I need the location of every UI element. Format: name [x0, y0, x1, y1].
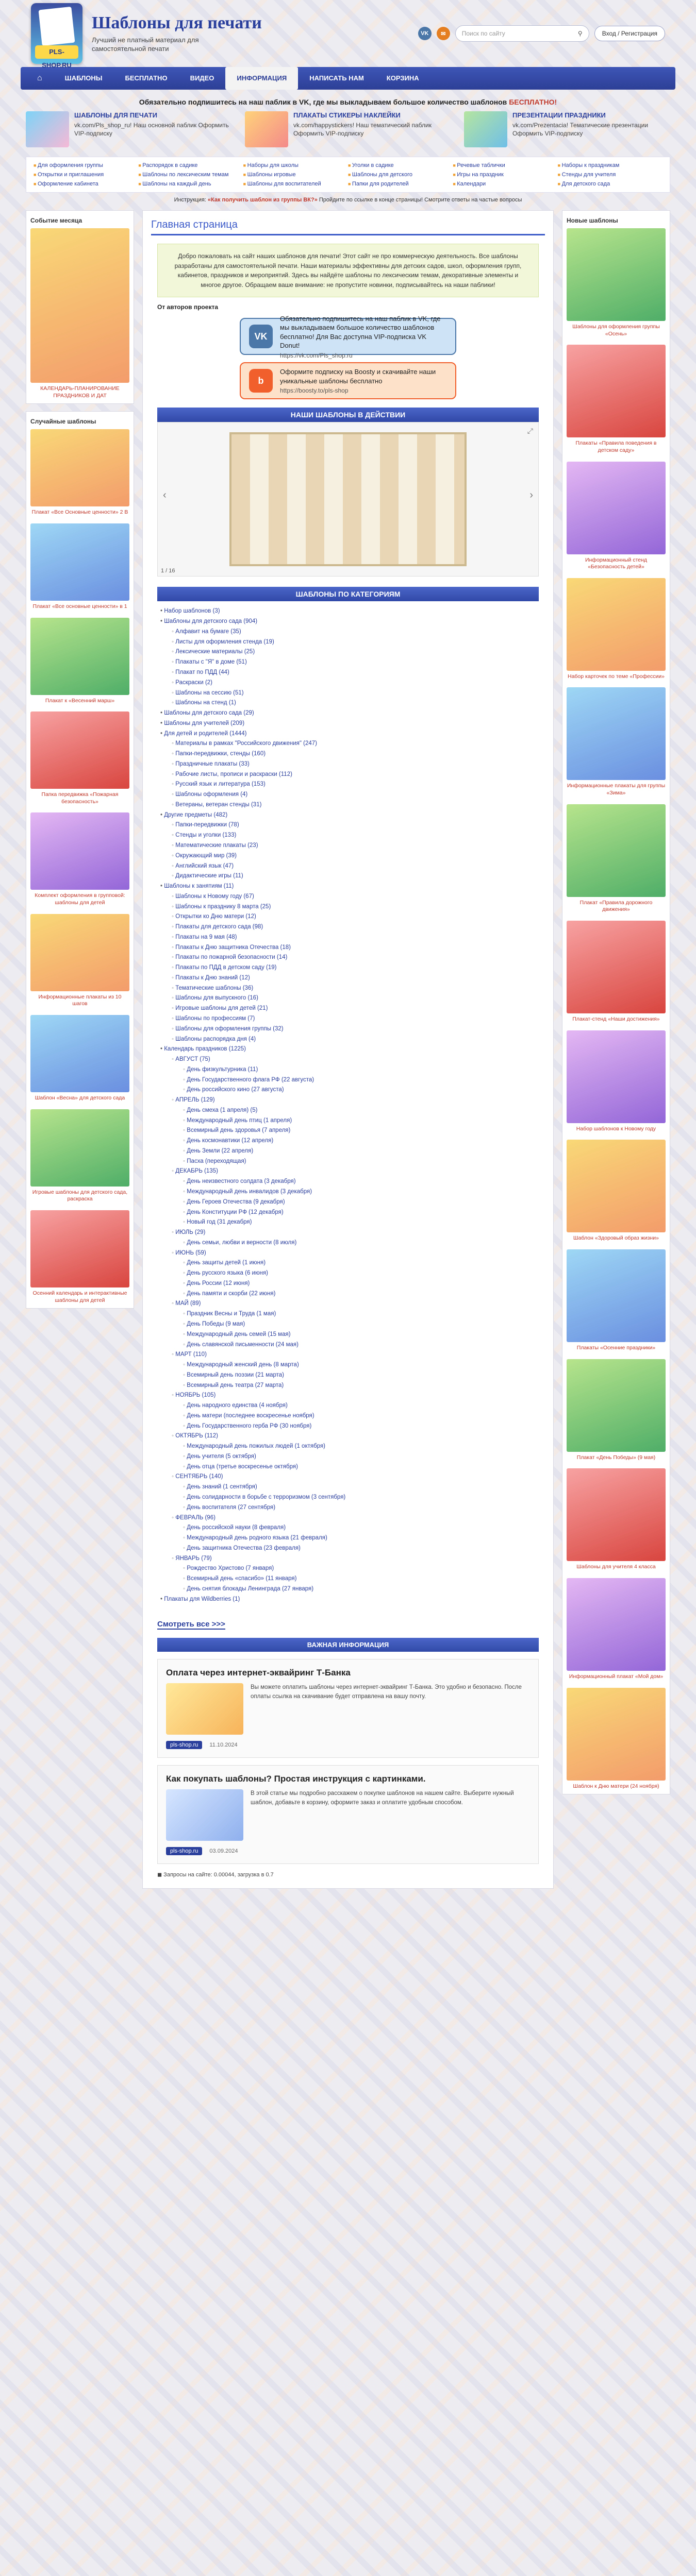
- category-link[interactable]: • Календарь праздников (1225): [160, 1044, 536, 1055]
- new-template-caption[interactable]: Информационные плакаты для группы «Зима»: [567, 783, 666, 796]
- page-title: Главная страница: [151, 219, 545, 235]
- category-link[interactable]: ◦ Плакаты по пожарной безопасности (14): [160, 953, 536, 963]
- promo-image: [464, 111, 507, 147]
- category-link[interactable]: ◦ День России (12 июня): [160, 1279, 536, 1289]
- category-link[interactable]: ◦ Шаблоны на стенд (1): [160, 698, 536, 708]
- category-link[interactable]: ◦ ФЕВРАЛЬ (96): [160, 1513, 536, 1523]
- category-link[interactable]: ◦ День солидарности в борьбе с терроризмом (3 сентября): [160, 1493, 536, 1503]
- post-author[interactable]: pls-shop.ru: [166, 1741, 202, 1749]
- slider-photo[interactable]: [229, 432, 467, 566]
- expand-icon[interactable]: ⤢: [527, 427, 533, 435]
- random-template-caption[interactable]: Информационные плакаты из 10 шагов: [38, 993, 122, 1007]
- random-template-caption[interactable]: Плакат «Все основные ценности» в 1: [32, 603, 127, 609]
- category-link[interactable]: ◦ День народного единства (4 ноября): [160, 1401, 536, 1411]
- new-template-caption[interactable]: Плакаты «Правила поведения в детском саду»: [575, 440, 657, 453]
- category-link[interactable]: ◦ Открытки ко Дню матери (12): [160, 912, 536, 922]
- new-template-caption[interactable]: Информационный стенд «Безопасность детей»: [585, 556, 648, 570]
- top-category-link[interactable]: ■ Речевые таблички: [453, 162, 557, 168]
- new-template-caption[interactable]: Шаблоны для оформления группы «Осень»: [572, 324, 660, 337]
- random-title: Случайные шаблоны: [30, 418, 96, 426]
- post-meta: [166, 1741, 530, 1749]
- search-input[interactable]: [455, 25, 589, 42]
- category-link[interactable]: ◦ Праздничные плакаты (33): [160, 759, 536, 770]
- post-image[interactable]: [166, 1789, 243, 1841]
- category-link[interactable]: ◦ Тематические шаблоны (36): [160, 984, 536, 994]
- category-link[interactable]: ◦ День космонавтики (12 апреля): [160, 1136, 536, 1146]
- category-link[interactable]: ◦ Шаблоны распорядка дня (4): [160, 1035, 536, 1045]
- category-link[interactable]: ◦ Международный день инвалидов (3 декабря): [160, 1187, 536, 1197]
- new-template-thumb[interactable]: [567, 1140, 666, 1232]
- category-link[interactable]: ◦ Всемирный день театра (27 марта): [160, 1381, 536, 1391]
- category-link[interactable]: ◦ День снятия блокады Ленинграда (27 января): [160, 1584, 536, 1595]
- new-template-caption[interactable]: Плакат «Правила дорожного движения»: [579, 899, 653, 913]
- promo-headline: [21, 90, 675, 111]
- new-template-thumb[interactable]: [567, 578, 666, 671]
- nav-templates[interactable]: ШАБЛОНЫ: [64, 74, 103, 82]
- top-category-link[interactable]: ■ Открытки и приглашения: [34, 172, 138, 178]
- category-link[interactable]: ◦ Материалы в рамках "Российского движения" (247): [160, 739, 536, 749]
- random-template-caption[interactable]: Осенний календарь и интерактивные шаблоны для детей: [32, 1290, 127, 1303]
- new-template-caption[interactable]: Плакаты «Осенние праздники»: [576, 1344, 656, 1351]
- mail-icon[interactable]: ✉: [437, 27, 450, 40]
- category-link[interactable]: ◦ Плакат по ПДД (44): [160, 668, 536, 678]
- new-templates-title: Новые шаблоны: [567, 217, 618, 224]
- category-link[interactable]: ◦ ЯНВАРЬ (79): [160, 1554, 536, 1564]
- post-title[interactable]: Оплата через интернет-эквайринг Т-Банка: [166, 1668, 351, 1678]
- category-link[interactable]: ◦ АПРЕЛЬ (129): [160, 1095, 536, 1106]
- promo-item[interactable]: [26, 111, 232, 147]
- info-post: [157, 1659, 539, 1758]
- random-template-thumb[interactable]: [30, 1015, 129, 1092]
- category-link[interactable]: ◦ Математические плакаты (23): [160, 841, 536, 851]
- new-template-thumb[interactable]: [567, 687, 666, 780]
- category-link[interactable]: ◦ День отца (третье воскресенье октября): [160, 1462, 536, 1472]
- category-link[interactable]: ◦ Шаблоны на сессию (51): [160, 688, 536, 699]
- vk-banner-text: Обязательно подпишитесь на наш паблик в VK, где мы выкладываем большое количество шаблонов бесплатно! Для Вас доступна VIP-подписка VK Donut!: [280, 314, 441, 350]
- promo-desc: vk.com/Pls_shop_ru! Наш основной паблик Оформить VIP-подписку: [74, 122, 229, 138]
- random-template-caption[interactable]: Плакат «Все Основные ценности» 2 В: [31, 509, 128, 516]
- new-template-caption[interactable]: Шаблон «Здоровый образ жизни»: [573, 1235, 659, 1242]
- post-title[interactable]: Как покупать шаблоны? Простая инструкция с картинками.: [166, 1774, 426, 1784]
- random-list: [30, 429, 129, 1304]
- post-meta: [166, 1847, 530, 1855]
- category-link[interactable]: ◦ Ветераны, ветеран стенды (31): [160, 800, 536, 810]
- new-template-caption[interactable]: Набор шаблонов к Новому году: [576, 1125, 656, 1132]
- nav-video[interactable]: ВИДЕО: [190, 74, 214, 82]
- top-category-link[interactable]: ■ Оформление кабинета: [34, 181, 138, 187]
- category-link[interactable]: ◦ День памяти и скорби (22 июня): [160, 1289, 536, 1299]
- category-link[interactable]: ◦ День защитника Отечества (23 февраля): [160, 1544, 536, 1554]
- main-nav: [21, 67, 675, 90]
- promo-title[interactable]: ШАБЛОНЫ ДЛЯ ПЕЧАТИ: [74, 111, 157, 119]
- top-category-link[interactable]: ■ Наборы к праздникам: [558, 162, 662, 168]
- new-template-thumb[interactable]: [567, 228, 666, 321]
- post-text: В этой статье мы подробно расскажем о покупке шаблонов на нашем сайте. Выберите нужный шаблон, добавьте в корзину, оформите заказ и оплатите удобным способом.: [251, 1790, 514, 1806]
- promo-headline-accent: БЕСПЛАТНО!: [509, 98, 557, 106]
- logo-badge: PLS-SHOP.RU: [35, 45, 78, 59]
- category-link[interactable]: ◦ День Героев Отечества (9 декабря): [160, 1197, 536, 1208]
- category-link[interactable]: ◦ День русского языка (6 июня): [160, 1268, 536, 1279]
- boosty-banner-url[interactable]: https://boosty.to/pls-shop: [280, 387, 349, 395]
- post-text: Вы можете оплатить шаблоны через интернет-эквайринг Т-Банка. Это удобно и безопасно. После оплаты ссылка на скачивание будет отправлена на вашу почту.: [251, 1684, 522, 1700]
- nav-free[interactable]: БЕСПЛАТНО: [125, 74, 168, 82]
- main-content: [142, 210, 554, 1889]
- category-link[interactable]: ◦ Плакаты к Дню защитника Отечества (18): [160, 943, 536, 953]
- author-label: От авторов проекта: [157, 303, 218, 311]
- top-category-link[interactable]: ■ Стенды для учителя: [558, 172, 662, 178]
- category-link[interactable]: ◦ День Государственного герба РФ (30 ноября): [160, 1421, 536, 1432]
- category-link[interactable]: ◦ Международный день родного языка (21 февраля): [160, 1533, 536, 1544]
- promo-image: [245, 111, 288, 147]
- random-template-thumb[interactable]: [30, 1210, 129, 1287]
- boosty-logo-icon: b: [249, 369, 273, 393]
- random-template-thumb[interactable]: [30, 1109, 129, 1187]
- top-category-link[interactable]: ■ Шаблоны по лексическим темам: [138, 172, 243, 178]
- category-link[interactable]: ◦ Окружающий мир (39): [160, 851, 536, 861]
- category-link[interactable]: ◦ День семьи, любви и верности (8 июля): [160, 1238, 536, 1248]
- nav-contact[interactable]: НАПИСАТЬ НАМ: [309, 74, 364, 82]
- new-template-thumb[interactable]: [567, 345, 666, 437]
- top-category-link[interactable]: ■ Уголки в садике: [348, 162, 453, 168]
- new-template-thumb[interactable]: [567, 1688, 666, 1781]
- login-button[interactable]: Вход / Регистрация: [594, 26, 665, 41]
- category-link[interactable]: • Набор шаблонов (3): [160, 606, 536, 617]
- category-link[interactable]: ◦ Шаблоны для оформления группы (32): [160, 1024, 536, 1035]
- promo-row: [21, 111, 675, 147]
- boosty-banner[interactable]: [240, 362, 456, 399]
- category-link[interactable]: ◦ День смеха (1 апреля) (5): [160, 1106, 536, 1116]
- categories-title: ШАБЛОНЫ ПО КАТЕГОРИЯМ: [157, 587, 539, 601]
- category-link[interactable]: ◦ МАЙ (89): [160, 1299, 536, 1309]
- promo-image: [26, 111, 69, 147]
- post-image[interactable]: [166, 1683, 243, 1735]
- category-link[interactable]: ◦ Новый год (31 декабря): [160, 1217, 536, 1228]
- slider-prev-icon[interactable]: ‹: [163, 489, 167, 501]
- category-link[interactable]: • Шаблоны к занятиям (11): [160, 882, 536, 892]
- random-template-thumb[interactable]: [30, 523, 129, 601]
- category-link[interactable]: ◦ ДЕКАБРЬ (135): [160, 1166, 536, 1177]
- site-header: [21, 0, 675, 67]
- search-placeholder: Поиск по сайту: [461, 30, 505, 37]
- category-link[interactable]: ◦ Международный день семей (15 мая): [160, 1330, 536, 1340]
- new-template-caption[interactable]: Шаблон к Дню матери (24 ноября): [573, 1783, 659, 1789]
- instruction-notice: [21, 193, 675, 207]
- top-category-link[interactable]: ■ Для оформления группы: [34, 162, 138, 168]
- category-link[interactable]: ◦ Всемирный день «спасибо» (11 января): [160, 1574, 536, 1584]
- top-category-link[interactable]: ■ Календари: [453, 181, 557, 187]
- top-category-link[interactable]: ■ Папки для родителей: [348, 181, 453, 187]
- new-template-thumb[interactable]: [567, 804, 666, 897]
- category-link[interactable]: • Шаблоны для учителей (209): [160, 719, 536, 729]
- content-columns: [21, 210, 675, 1889]
- random-template-caption[interactable]: Папка передвижка «Пожарная безопасность»: [41, 791, 119, 805]
- top-category-link[interactable]: ■ Для детского сада: [558, 181, 662, 187]
- categories-block: [157, 587, 539, 1609]
- category-link[interactable]: ◦ День матери (последнее воскресенье ноября): [160, 1411, 536, 1421]
- intro-box: Добро пожаловать на сайт наших шаблонов для печати! Этот сайт не про коммерческую деятельность. Все шаблоны разработаны для самостоятельной печати. Наши материалы эффективны для детских садов, школ, оформления групп, кабинетов, праздников и мероприятий. Здесь вы найдёте шаблоны по лексическим темам, декоративные элементы и многое другое. Обращаем ваше внимание: не пропустите новинки, подписывайтесь на наши паблики!: [157, 244, 539, 297]
- event-title: Событие месяца: [30, 217, 82, 224]
- category-link[interactable]: ◦ День знаний (1 сентября): [160, 1482, 536, 1493]
- new-template-thumb[interactable]: [567, 1578, 666, 1671]
- category-link[interactable]: ◦ Плакаты по ПДД в детском саду (19): [160, 963, 536, 973]
- vk-logo-icon: VK: [249, 325, 273, 348]
- slider-next-icon[interactable]: ›: [529, 489, 533, 501]
- category-link[interactable]: ◦ Шаблоны к Новому году (67): [160, 892, 536, 902]
- post-date: 03.09.2024: [209, 1848, 238, 1855]
- random-template-thumb[interactable]: [30, 812, 129, 890]
- category-link[interactable]: ◦ Игровые шаблоны для детей (21): [160, 1004, 536, 1014]
- promo-headline-text: Обязательно подпишитесь на наш паблик в VK, где мы выкладываем большое количество шаблонов: [139, 98, 509, 106]
- nav-info[interactable]: ИНФОРМАЦИЯ: [225, 67, 298, 90]
- action-title: НАШИ ШАБЛОНЫ В ДЕЙСТВИИ: [157, 408, 539, 422]
- category-link[interactable]: ◦ Листы для оформления стенда (19): [160, 637, 536, 648]
- category-link[interactable]: ◦ День Победы (9 мая): [160, 1319, 536, 1330]
- new-template-caption[interactable]: Плакат «День Победы» (9 мая): [576, 1454, 656, 1461]
- category-link[interactable]: ◦ Рождество Христово (7 января): [160, 1564, 536, 1574]
- category-link[interactable]: ◦ Международный день пожилых людей (1 октября): [160, 1442, 536, 1452]
- notice-link[interactable]: «Как получить шаблон из группы ВК?»: [207, 197, 318, 203]
- category-link[interactable]: ◦ День неизвестного солдата (3 декабря): [160, 1177, 536, 1187]
- category-link[interactable]: ◦ ИЮЛЬ (29): [160, 1228, 536, 1238]
- random-template-caption[interactable]: Шаблон «Весна» для детского сада: [35, 1095, 125, 1101]
- category-link[interactable]: ◦ СЕНТЯБРЬ (140): [160, 1472, 536, 1482]
- promo-item[interactable]: [464, 111, 670, 147]
- top-category-link[interactable]: ■ Наборы для школы: [243, 162, 348, 168]
- category-link[interactable]: ◦ Алфавит на бумаге (35): [160, 627, 536, 637]
- new-template-caption[interactable]: Шаблоны для учителя 4 класса: [576, 1564, 656, 1570]
- category-tree: [157, 601, 539, 1609]
- category-link[interactable]: ◦ Стенды и уголки (133): [160, 831, 536, 841]
- category-link[interactable]: ◦ Раскраски (2): [160, 678, 536, 688]
- new-template-caption[interactable]: Плакат-стенд «Наши достижения»: [572, 1016, 660, 1023]
- top-category-link[interactable]: ■ Шаблоны на каждый день: [138, 181, 243, 187]
- promo-desc: vk.com/Prezentacia! Тематические презентации Оформить VIP-подписку: [512, 122, 649, 138]
- category-link[interactable]: ◦ Шаблоны к празднику 8 марта (25): [160, 902, 536, 912]
- nav-cart[interactable]: КОРЗИНА: [386, 74, 419, 82]
- category-link[interactable]: • Другие предметы (482): [160, 810, 536, 821]
- top-category-link[interactable]: ■ Распорядок в садике: [138, 162, 243, 168]
- category-link[interactable]: • Для детей и родителей (1444): [160, 729, 536, 739]
- category-link[interactable]: ◦ Рабочие листы, прописи и раскраски (112): [160, 770, 536, 780]
- new-template-thumb[interactable]: [567, 1249, 666, 1342]
- top-category-link[interactable]: ■ Шаблоны игровые: [243, 172, 348, 178]
- photo-slider[interactable]: [157, 422, 539, 577]
- category-link[interactable]: ◦ Пасха (переходящая): [160, 1157, 536, 1167]
- category-link[interactable]: • Плакаты для Wildberries (1): [160, 1595, 536, 1605]
- site-subtitle: Лучший не платный материал для самостоятельной печати: [92, 36, 199, 53]
- footer-stats: ◼ Запросы на сайте: 0.00044, загрузка в 0.7: [157, 1872, 274, 1878]
- category-link[interactable]: ◦ День физкультурника (11): [160, 1065, 536, 1075]
- random-template-thumb[interactable]: [30, 618, 129, 695]
- post-author[interactable]: pls-shop.ru: [166, 1847, 202, 1855]
- site-title[interactable]: Шаблоны для печати: [92, 13, 262, 33]
- category-link[interactable]: ◦ Дидактические игры (11): [160, 871, 536, 882]
- category-link[interactable]: ◦ Праздник Весны и Труда (1 мая): [160, 1309, 536, 1319]
- post-date: 11.10.2024: [209, 1742, 238, 1749]
- category-link[interactable]: ◦ Плакаты для детского сада (98): [160, 922, 536, 933]
- category-link[interactable]: ◦ Плакаты с "Я" в доме (51): [160, 657, 536, 668]
- category-link[interactable]: ◦ Шаблоны по профессиям (7): [160, 1014, 536, 1024]
- category-link[interactable]: ◦ День защиты детей (1 июня): [160, 1258, 536, 1268]
- category-link[interactable]: ◦ Английский язык (47): [160, 861, 536, 872]
- category-link[interactable]: ◦ Всемирный день поэзии (21 марта): [160, 1370, 536, 1381]
- category-link[interactable]: ◦ Плакаты к Дню знаний (12): [160, 973, 536, 984]
- top-category-link[interactable]: ■ Шаблоны для детского: [348, 172, 453, 178]
- promo-item[interactable]: [245, 111, 451, 147]
- category-link[interactable]: ◦ День Конституции РФ (12 декабря): [160, 1208, 536, 1218]
- category-link[interactable]: ◦ Лексические материалы (25): [160, 647, 536, 657]
- category-link[interactable]: ◦ ОКТЯБРЬ (112): [160, 1431, 536, 1442]
- new-templates: [562, 210, 670, 1794]
- category-link[interactable]: ◦ Папки-передвижки (78): [160, 820, 536, 831]
- see-all-link[interactable]: Смотреть все >>>: [157, 1620, 225, 1629]
- category-link[interactable]: ◦ НОЯБРЬ (105): [160, 1391, 536, 1401]
- random-template-thumb[interactable]: [30, 711, 129, 789]
- top-categories: [26, 157, 670, 193]
- important-title: ВАЖНАЯ ИНФОРМАЦИЯ: [157, 1638, 539, 1652]
- site-logo[interactable]: [31, 3, 82, 69]
- category-link[interactable]: ◦ День воспитателя (27 сентября): [160, 1503, 536, 1513]
- category-link[interactable]: ◦ День славянской письменности (24 мая): [160, 1340, 536, 1350]
- category-link[interactable]: ◦ День Государственного флага РФ (22 августа): [160, 1075, 536, 1086]
- category-link[interactable]: ◦ День российской науки (8 февраля): [160, 1523, 536, 1533]
- top-category-link[interactable]: ■ Шаблоны для воспитателей: [243, 181, 348, 187]
- new-template-thumb[interactable]: [567, 1359, 666, 1452]
- promo-title[interactable]: ПРЕЗЕНТАЦИИ ПРАЗДНИКИ: [512, 111, 606, 119]
- new-template-caption[interactable]: Информационный плакат «Мой дом»: [569, 1673, 664, 1680]
- event-caption[interactable]: КАЛЕНДАРЬ-ПЛАНИРОВАНИЕ ПРАЗДНИКОВ И ДАТ: [40, 385, 120, 399]
- new-template-thumb[interactable]: [567, 1030, 666, 1123]
- top-category-link[interactable]: ■ Игры на праздник: [453, 172, 557, 178]
- left-sidebar: [26, 210, 134, 1889]
- category-link[interactable]: ◦ День российского кино (27 августа): [160, 1085, 536, 1095]
- event-banner[interactable]: [30, 228, 129, 383]
- category-link[interactable]: ◦ Плакаты на 9 мая (48): [160, 933, 536, 943]
- notice-label: Инструкция:: [174, 197, 208, 203]
- random-template-thumb[interactable]: [30, 914, 129, 991]
- category-link[interactable]: ◦ АВГУСТ (75): [160, 1055, 536, 1065]
- nav-home[interactable]: ⌂: [37, 74, 42, 82]
- category-link[interactable]: ◦ Международный день птиц (1 апреля): [160, 1116, 536, 1126]
- category-link[interactable]: ◦ День учителя (5 октября): [160, 1452, 536, 1462]
- category-link[interactable]: ◦ День Земли (22 апреля): [160, 1146, 536, 1157]
- random-template-caption[interactable]: Плакат к «Весенний марш»: [45, 697, 115, 704]
- brand: [92, 13, 262, 54]
- category-link[interactable]: ◦ Шаблоны для выпускного (16): [160, 993, 536, 1004]
- vk-banner-url[interactable]: https://vk.com/Pls_shop.ru: [280, 351, 353, 359]
- new-template-thumb[interactable]: [567, 921, 666, 1013]
- notice-text: Пройдите по ссылке в конце страницы! Смотрите ответы на частые вопросы: [317, 197, 522, 203]
- category-link[interactable]: ◦ Всемирный день здоровья (7 апреля): [160, 1126, 536, 1136]
- random-template-caption[interactable]: Игровые шаблоны для детского сада, раскраска: [32, 1189, 128, 1202]
- random-template-thumb[interactable]: [30, 429, 129, 506]
- category-link[interactable]: ◦ МАРТ (110): [160, 1350, 536, 1360]
- category-link[interactable]: • Шаблоны для детского сада (29): [160, 708, 536, 719]
- vk-banner[interactable]: [240, 314, 456, 359]
- event-of-month: [26, 210, 134, 404]
- new-templates-list: [567, 228, 666, 1790]
- category-link[interactable]: ◦ Шаблоны оформления (4): [160, 790, 536, 800]
- new-template-caption[interactable]: Набор карточек по теме «Профессии»: [568, 673, 665, 680]
- category-link[interactable]: ◦ Папки-передвижки, стенды (160): [160, 749, 536, 759]
- category-link[interactable]: ◦ ИЮНЬ (59): [160, 1248, 536, 1259]
- info-post: [157, 1765, 539, 1864]
- category-link[interactable]: ◦ Русский язык и литература (153): [160, 779, 536, 790]
- header-tools: [418, 25, 665, 42]
- category-link[interactable]: • Шаблоны для детского сада (904): [160, 617, 536, 627]
- category-link[interactable]: ◦ Международный женский день (8 марта): [160, 1360, 536, 1370]
- right-sidebar: [562, 210, 670, 1889]
- new-template-thumb[interactable]: [567, 462, 666, 554]
- random-template-caption[interactable]: Комплект оформления в групповой: шаблоны для детей: [35, 892, 125, 906]
- new-template-thumb[interactable]: [567, 1468, 666, 1561]
- random-templates: [26, 411, 134, 1309]
- boosty-banner-text: Оформите подписку на Boosty и скачивайте наши уникальные шаблоны бесплатно: [280, 368, 436, 385]
- slider-counter: 1 / 16: [161, 568, 175, 574]
- vk-icon[interactable]: VK: [418, 27, 432, 40]
- promo-title[interactable]: ПЛАКАТЫ СТИКЕРЫ НАКЛЕЙКИ: [293, 111, 401, 119]
- search-icon[interactable]: ⚲: [577, 30, 583, 37]
- promo-desc: vk.com/happystickers! Наш тематический паблик Оформить VIP-подписку: [293, 122, 432, 138]
